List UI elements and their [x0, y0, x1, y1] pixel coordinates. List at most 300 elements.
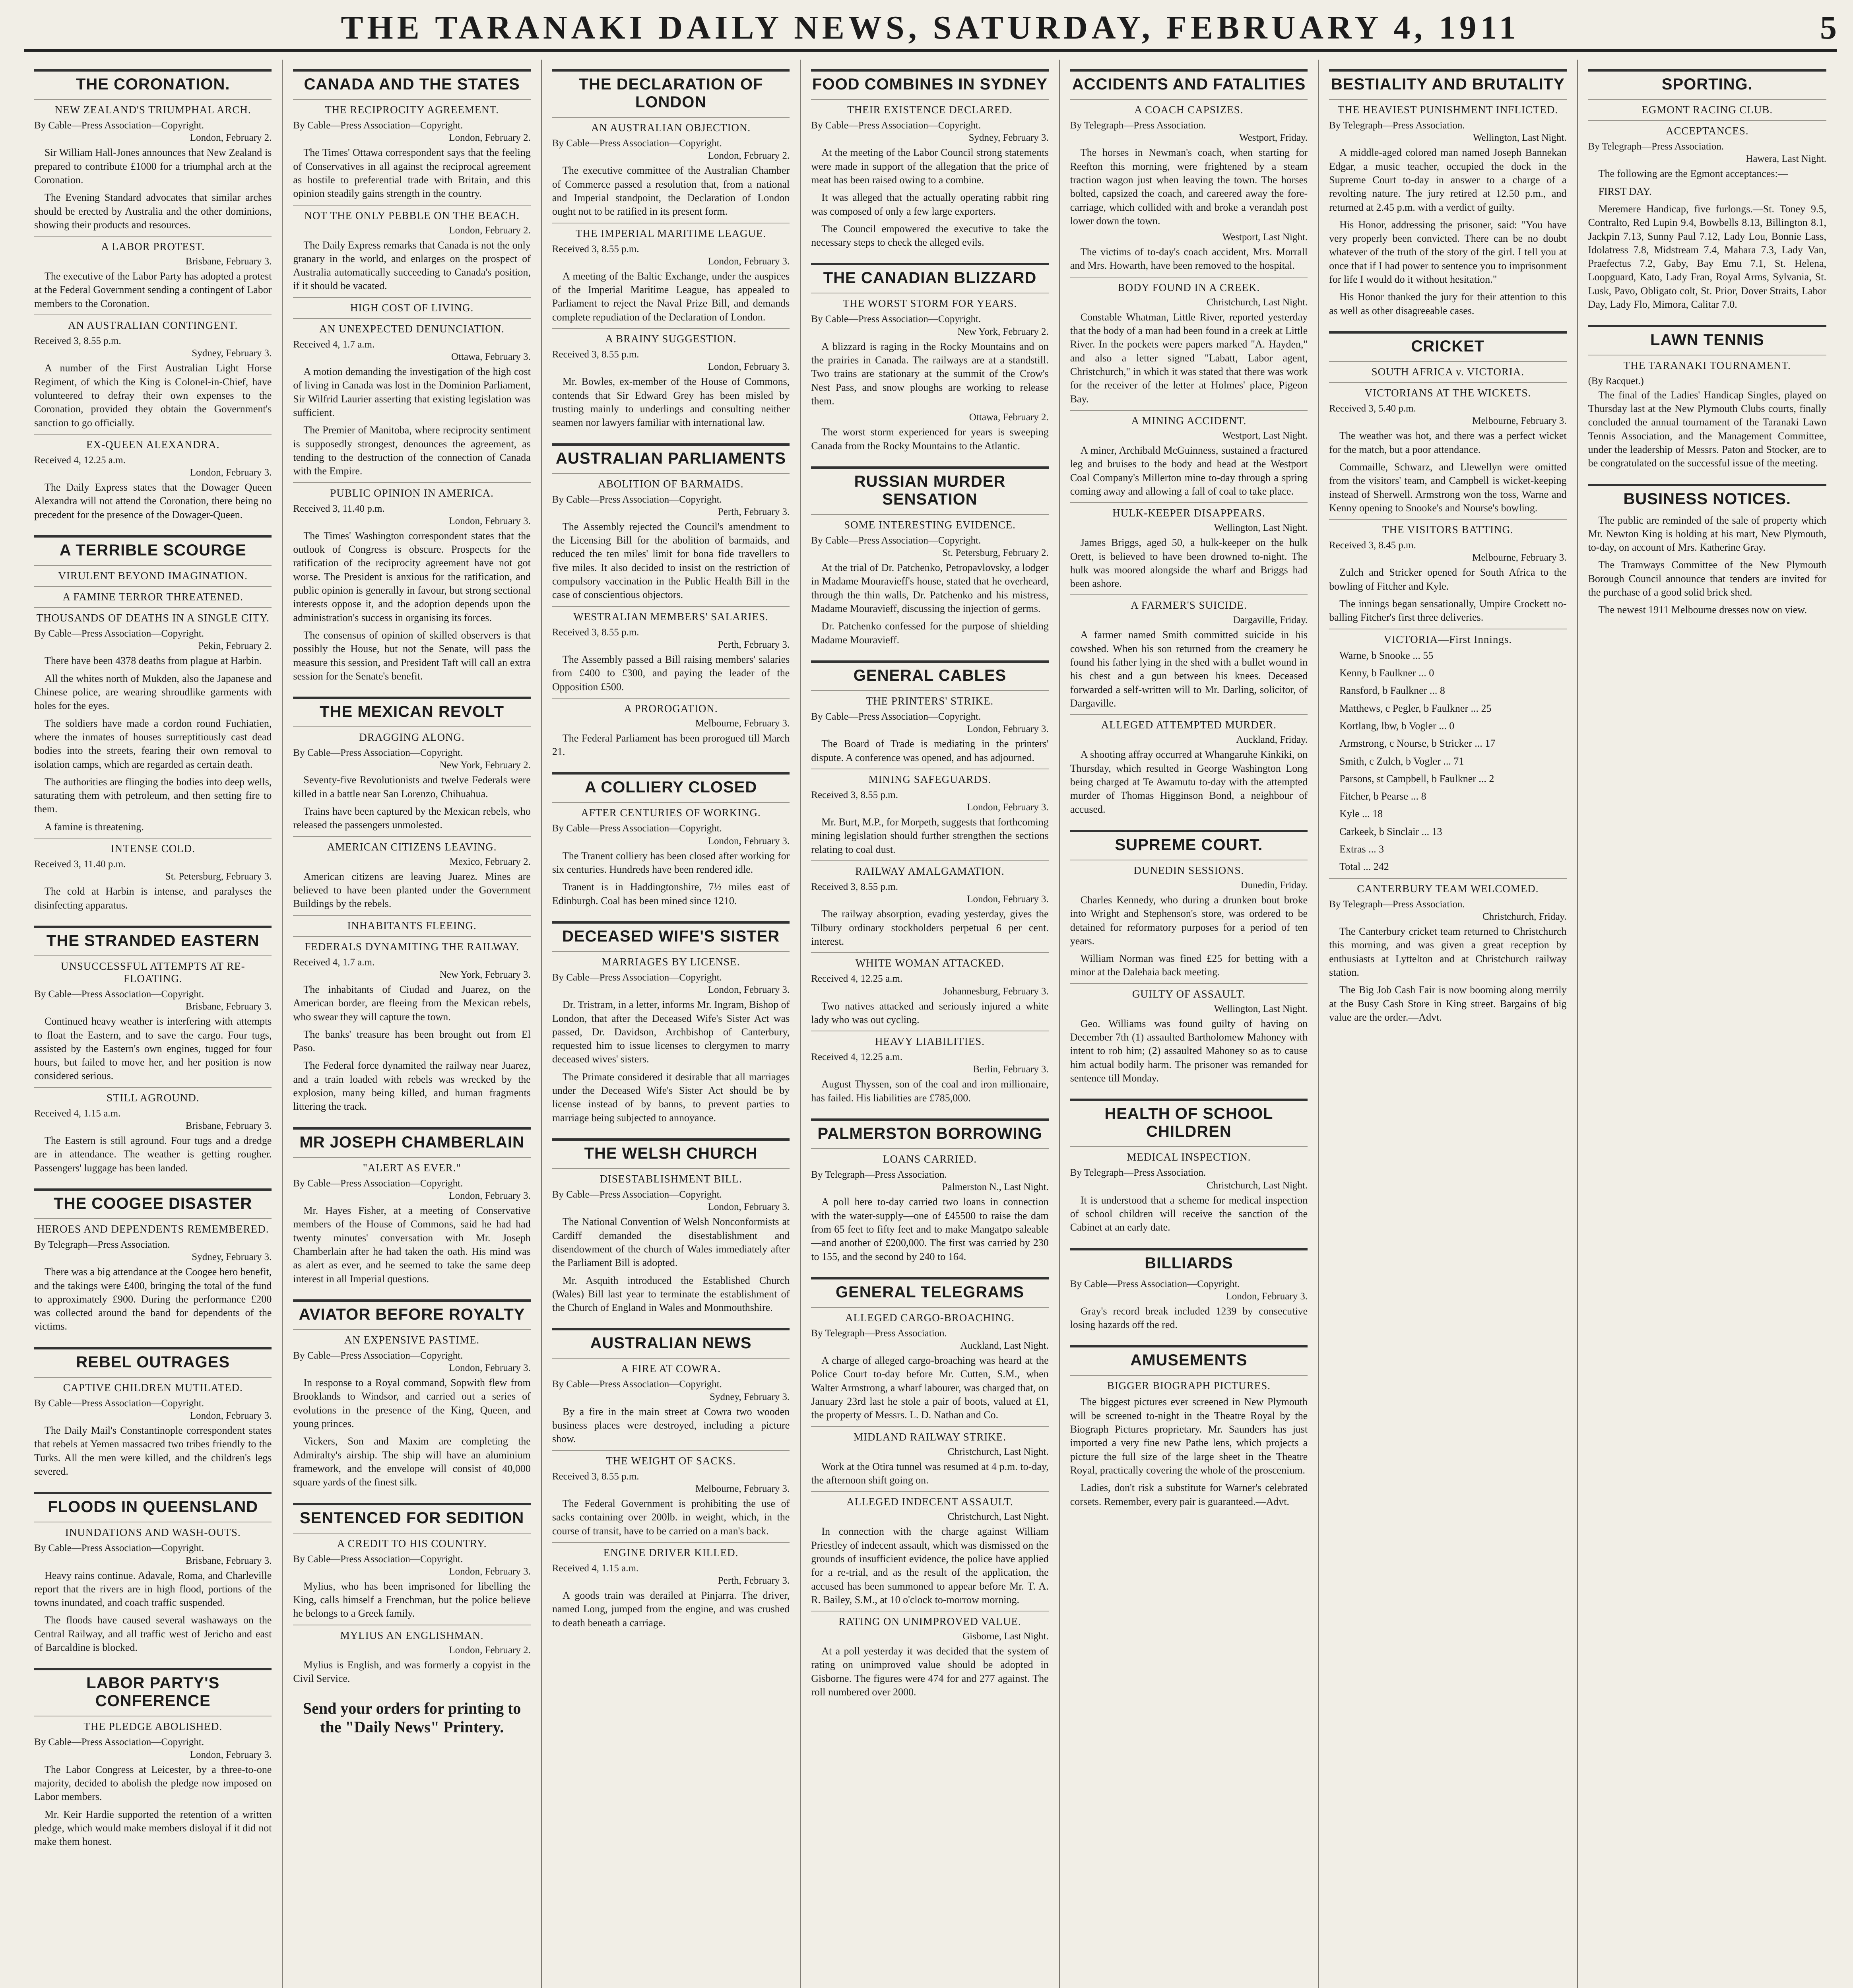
- printing-advert: Send your orders for printing to the "Daily News" Printery.: [303, 1699, 521, 1736]
- paragraph: A middle-aged colored man named Joseph Bannekan Edgar, a music teacher, occupied the dock in the Supreme Court to-day in answer to a charge of a revolting nature. The jury retired at 12.50 p.m., and returned at 2.45 p.m. with a verdict of guilty.: [1329, 147, 1567, 213]
- subheading: SOUTH AFRICA v. VICTORIA.: [1329, 361, 1566, 378]
- paragraph: Mr. Keir Hardie supported the retention of a written pledge, which would make members disloyal if it did not make them honest.: [34, 1808, 272, 1848]
- subheading: WESTRALIAN MEMBERS' SALARIES.: [552, 606, 790, 623]
- article-headline: MR JOSEPH CHAMBERLAIN: [299, 1133, 524, 1151]
- article: [552, 443, 790, 759]
- paragraph: Carkeek, b Sinclair ... 13: [1339, 825, 1442, 837]
- subheading: A FIRE AT COWRA.: [552, 1358, 790, 1375]
- dateline-credit: By Cable—Press Association—Copyright.: [552, 138, 722, 149]
- headline-rule: [552, 772, 790, 775]
- dateline-place: Brisbane, February 3.: [185, 1120, 272, 1131]
- article: [1070, 1345, 1308, 1508]
- article-headline: AVIATOR BEFORE ROYALTY: [299, 1305, 525, 1323]
- dateline-place: Johannesburg, February 3.: [943, 986, 1049, 997]
- column-1: [24, 60, 283, 1988]
- subheading: ACCEPTANCES.: [1588, 120, 1826, 137]
- subheading: A LABOR PROTEST.: [34, 236, 272, 253]
- paragraph: The following are the Egmont acceptances:—: [1598, 168, 1788, 180]
- paragraph: A motion demanding the investigation of the high cost of living in Canada was lost in the Dominion Parliament, Sir Wilfrid Laurier asserting that existing legislation was sufficient.: [293, 366, 531, 418]
- paragraph: A number of the First Australian Light Horse Regiment, of which the King is Colonel-in-Chief, have volunteered to defray their own expenses to the Coronation, provided they obtain the Government's sanction to go officially.: [34, 362, 272, 429]
- article-headline: CRICKET: [1411, 338, 1485, 355]
- paragraph: Geo. Williams was found guilty of having on December 7th (1) assaulted Bartholomew Mahoney with intent to rob him; (2) assaulted Mahoney so as to cause him actual bodily harm. The prisoner was remanded for sentence till Monday.: [1070, 1017, 1308, 1084]
- dateline-credit: By Cable—Press Association—Copyright.: [293, 120, 463, 131]
- article-headline: LAWN TENNIS: [1650, 331, 1764, 349]
- dateline-place: London, February 3.: [967, 894, 1049, 905]
- subheading: ALLEGED CARGO-BROACHING.: [811, 1307, 1048, 1324]
- dateline-place: Westport, Last Night.: [1222, 430, 1308, 441]
- dateline-place: London, February 3.: [967, 802, 1049, 813]
- headline-rule: [34, 69, 272, 72]
- dateline-credit: By Cable—Press Association—Copyright.: [1070, 1278, 1240, 1289]
- article-headline: AMUSEMENTS: [1130, 1351, 1248, 1369]
- article-headline: SENTENCED FOR SEDITION: [300, 1509, 524, 1527]
- headline-rule: [1588, 484, 1826, 486]
- subheading: AN AUSTRALIAN OBJECTION.: [552, 117, 790, 134]
- subheading: ABOLITION OF BARMAIDS.: [552, 473, 790, 490]
- subheading: CANTERBURY TEAM WELCOMED.: [1329, 878, 1566, 895]
- paragraph: Commaille, Schwarz, and Llewellyn were omitted from the visitors' team, and Campbell is wicket-keeping instead of Sherwell. Armstrong won the toss, Warne and Kenny opening to Snooke's and Nourse's bowling.: [1329, 461, 1567, 514]
- column-2: [283, 60, 541, 1988]
- paragraph: The Assembly passed a Bill raising members' salaries from £400 to £300, and paying the leader of the Opposition £500.: [552, 653, 790, 693]
- subheading: NEW ZEALAND'S TRIUMPHAL ARCH.: [34, 99, 272, 116]
- dateline-place: Dunedin, Friday.: [1240, 879, 1308, 891]
- paragraph: There have been 4378 deaths from plague at Harbin.: [45, 655, 262, 667]
- headline-rule: [293, 1503, 530, 1505]
- paragraph: Kyle ... 18: [1339, 808, 1383, 820]
- paragraph: A blizzard is raging in the Rocky Mountains and on the prairies in Canada. The railways are at a standstill. Two trains are stationary at the summit of the Crow's Nest Pass, and snow ploughs are working to release them.: [811, 340, 1049, 407]
- subheading: A MINING ACCIDENT.: [1070, 410, 1308, 427]
- dateline-credit: Received 3, 8.55 p.m.: [552, 243, 639, 254]
- dateline-credit: Received 3, 8.55 p.m.: [34, 336, 121, 347]
- dateline-credit: Received 4, 1.15 a.m.: [552, 1563, 639, 1574]
- paragraph: Mr. Burt, M.P., for Morpeth, suggests that forthcoming mining legislation should further strengthen the sections relating to coal dust.: [811, 816, 1049, 855]
- paragraph: The Federal Parliament has been prorogued till March 21.: [552, 732, 790, 758]
- headline-rule: [34, 1668, 272, 1670]
- subheading: LOANS CARRIED.: [811, 1148, 1048, 1165]
- dateline-place: Perth, February 3.: [718, 639, 790, 650]
- headline-rule: [34, 1188, 272, 1191]
- article: [811, 466, 1048, 647]
- dateline-credit: Received 3, 8.55 p.m.: [552, 349, 639, 360]
- subheading: DUNEDIN SESSIONS.: [1070, 860, 1308, 877]
- subheading: RATING ON UNIMPROVED VALUE.: [811, 1611, 1048, 1628]
- paragraph: The Daily Express states that the Dowager Queen Alexandra will not attend the Coronation, there being no precedent for the presence of the Dowager-Queen.: [34, 481, 272, 520]
- dateline-credit: By Telegraph—Press Association.: [1588, 141, 1724, 152]
- paragraph: The Premier of Manitoba, where reciprocity sentiment is supposedly strongest, denounces the agreement, as tending to the destruction of the connection of Canada with the Empire.: [293, 424, 531, 477]
- paragraph: His Honor, addressing the prisoner, said: "You have very properly been convicted. There can be no doubt whatever of the truth of the story of the girl. I tell you at once that if I had power to sentence you to imprisonment for life I would do it without hesitation.": [1329, 219, 1567, 285]
- headline-rule: [1588, 69, 1826, 72]
- subheading: FEDERALS DYNAMITING THE RAILWAY.: [293, 936, 530, 953]
- paragraph: The railway absorption, evading yesterday, gives the Tilbury ordinary stockholders perpetual 6 per cent. interest.: [811, 908, 1049, 947]
- dateline-credit: By Cable—Press Association—Copyright.: [293, 1553, 463, 1565]
- dateline-place: London, February 2.: [708, 150, 790, 161]
- article: [1329, 331, 1566, 1024]
- article-headline: SPORTING.: [1661, 76, 1753, 93]
- paragraph: Work at the Otira tunnel was resumed at 4 p.m. to-day, the afternoon shift going on.: [811, 1460, 1049, 1486]
- subheading: AFTER CENTURIES OF WORKING.: [552, 802, 790, 819]
- paragraph: A famine is threatening.: [45, 821, 144, 833]
- paragraph: The Daily Express remarks that Canada is not the only granary in the world, and enlarges on the prospect of Australia automatically succeeding to Canada's position, if it should be vacated.: [293, 239, 531, 292]
- article-headline: BESTIALITY AND BRUTALITY: [1331, 76, 1565, 93]
- paragraph: Mr. Asquith introduced the Established Church (Wales) Bill last year to terminate the establishment of the Church of England in Wales and Monmouthshire.: [552, 1274, 790, 1314]
- paragraph: The Board of Trade is mediating in the printers' dispute. A conference was opened, and has adjourned.: [811, 738, 1049, 763]
- headline-rule: [293, 697, 530, 699]
- paragraph: Heavy rains continue. Adavale, Roma, and Charleville report that the rivers are in high flood, portions of the towns inundated, and coach traffic suspended.: [34, 1569, 272, 1609]
- subheading: MINING SAFEGUARDS.: [811, 769, 1048, 786]
- paragraph: His Honor thanked the jury for their attention to this as well as other disagreeable cases.: [1329, 291, 1567, 316]
- headline-rule: [293, 1299, 530, 1302]
- headline-rule: [34, 926, 272, 928]
- dateline-place: Perth, February 3.: [718, 506, 790, 517]
- paragraph: Dr. Patchenko confessed for the purpose of shielding Madame Mouravieff.: [811, 620, 1049, 646]
- subheading: MARRIAGES BY LICENSE.: [552, 951, 790, 968]
- dateline-credit: By Cable—Press Association—Copyright.: [293, 1178, 463, 1189]
- headline-rule: [1070, 1248, 1308, 1250]
- column-7: [1578, 60, 1837, 1988]
- subheading: THE HEAVIEST PUNISHMENT INFLICTED.: [1329, 99, 1566, 116]
- dateline-credit: By Telegraph—Press Association.: [1329, 120, 1465, 131]
- dateline-place: London, February 3.: [1226, 1291, 1308, 1302]
- paragraph: Warne, b Snooke ... 55: [1339, 649, 1434, 661]
- dateline-credit: By Cable—Press Association—Copyright.: [811, 314, 981, 325]
- page-number: 5: [1820, 9, 1837, 46]
- dateline-place: Mexico, February 2.: [449, 856, 531, 867]
- paragraph: American citizens are leaving Juarez. Mines are believed to have been planted under the Government Buildings by the rebels.: [293, 870, 531, 910]
- article-headline: FLOODS IN QUEENSLAND: [48, 1498, 258, 1516]
- subheading: VICTORIANS AT THE WICKETS.: [1329, 382, 1566, 399]
- dateline-credit: By Cable—Press Association—Copyright.: [34, 1543, 204, 1554]
- article: [552, 1138, 790, 1314]
- paragraph: The consensus of opinion of skilled observers is that possibly the House, but not the Senate, will pass the measure this session, and President Taft will call an extra session for the Senate's benefit.: [293, 629, 531, 682]
- article-headline: GENERAL CABLES: [853, 667, 1007, 684]
- dateline-place: Christchurch, Last Night.: [947, 1446, 1049, 1457]
- dateline-place: Christchurch, Friday.: [1482, 911, 1567, 922]
- article: [293, 1503, 530, 1686]
- paragraph: The Times' Washington correspondent states that the outlook of Congress is obscure. Prospects for the ratification of the reciprocity agreement have not got worse. The President is anxious for the ratification, and public opinion is generally in favour, but strong sectional interests oppose it, and the adoption depends upon the administration's success in organising its forces.: [293, 530, 531, 623]
- paragraph: Zulch and Stricker opened for South Africa to the bowling of Fitcher and Kyle.: [1329, 567, 1567, 592]
- subheading: MYLIUS AN ENGLISHMAN.: [293, 1625, 530, 1642]
- subheading: MEDICAL INSPECTION.: [1070, 1146, 1308, 1163]
- subheading: A CREDIT TO HIS COUNTRY.: [293, 1533, 530, 1550]
- article-headline: REBEL OUTRAGES: [76, 1353, 230, 1371]
- paragraph: At the meeting of the Labor Council strong statements were made in support of the allegation that the price of meat has been raised owing to a combine.: [811, 147, 1049, 186]
- dateline-place: Auckland, Friday.: [1236, 734, 1308, 746]
- dateline-place: London, February 3.: [708, 984, 790, 996]
- article-headline: THE DECLARATION OF LONDON: [578, 76, 763, 111]
- article: [1070, 1248, 1308, 1332]
- article-headline: AUSTRALIAN NEWS: [590, 1334, 752, 1352]
- dateline-place: London, February 2.: [190, 132, 272, 144]
- subheading: A PROROGATION.: [552, 698, 790, 715]
- dateline-credit: By Cable—Press Association—Copyright.: [34, 1398, 204, 1409]
- article: [552, 921, 790, 1125]
- headline-rule: [811, 1277, 1048, 1279]
- paragraph: The soldiers have made a cordon round Fuchiatien, where the inmates of houses surreptitiously cast dead bodies into the streets, fearing their own removal to isolation camps, which are regarded as certain death.: [34, 717, 272, 770]
- paragraph: The Federal force dynamited the railway near Juarez, and a train loaded with rebels was wrecked by the explosion, many being killed, and human fragments littering the track.: [293, 1060, 531, 1112]
- dateline-place: London, February 3.: [708, 361, 790, 373]
- paragraph: The Times' Ottawa correspondent says that the feeling of Conservatives in all against the reciprocal agreement as hostile to preferential trade with Britain, and this opinion steadily gains strength in the country.: [293, 147, 531, 200]
- article-headline: ACCIDENTS AND FATALITIES: [1072, 76, 1306, 93]
- subheading: HEAVY LIABILITIES.: [811, 1031, 1048, 1048]
- paragraph: The weather was hot, and there was a perfect wicket for the match, but a poor attendance.: [1329, 430, 1567, 455]
- headline-rule: [811, 69, 1048, 72]
- headline-rule: [552, 921, 790, 924]
- headline-rule: [811, 263, 1048, 265]
- dateline-place: Brisbane, February 3.: [185, 1001, 272, 1012]
- article-headline: CANADA AND THE STATES: [304, 76, 520, 93]
- dateline-credit: By Cable—Press Association—Copyright.: [552, 823, 722, 834]
- subheading: GUILTY OF ASSAULT.: [1070, 983, 1308, 1000]
- paragraph: William Norman was fined £25 for betting with a minor at the Dalehaia back meeting.: [1070, 953, 1308, 978]
- subheading: "ALERT AS EVER.": [293, 1157, 530, 1174]
- article: [34, 535, 272, 912]
- article: [34, 1668, 272, 1848]
- column-6: [1319, 60, 1577, 1988]
- dateline-place: Melbourne, February 3.: [695, 718, 790, 729]
- dateline-place: London, February 3.: [449, 1566, 531, 1577]
- dateline-place: New York, February 2.: [439, 760, 531, 771]
- paragraph: The newest 1911 Melbourne dresses now on view.: [1598, 604, 1807, 616]
- paragraph: The National Convention of Welsh Nonconformists at Cardiff demanded the disestablishment and disendowment of the church of Wales immediately after the Parliament Bill is adopted.: [552, 1216, 790, 1269]
- dateline-credit: By Cable—Press Association—Copyright.: [552, 1189, 722, 1200]
- dateline-credit: Received 4, 12.25 a.m.: [34, 454, 126, 466]
- paragraph: Tranent is in Haddingtonshire, 7½ miles east of Edinburgh. Coal has been mined since 1210.: [552, 881, 790, 907]
- paragraph: The banks' treasure has been brought out from El Paso.: [293, 1028, 531, 1054]
- subheading: THEIR EXISTENCE DECLARED.: [811, 99, 1048, 116]
- dateline-credit: Received 4, 12.25 a.m.: [811, 1052, 903, 1063]
- paragraph: The executive of the Labor Party has adopted a protest at the Federal Government sending a contingent of Labor members to the Coronation.: [34, 270, 272, 309]
- subheading: STILL AGROUND.: [34, 1087, 272, 1104]
- subheading: AN EXPENSIVE PASTIME.: [293, 1329, 530, 1346]
- paragraph: The Eastern is still aground. Four tugs and a dredge are in attendance. The weather is getting rougher. Passengers' luggage has been landed.: [34, 1135, 272, 1174]
- subheading: EX-QUEEN ALEXANDRA.: [34, 434, 272, 451]
- subheading: CAPTIVE CHILDREN MUTILATED.: [34, 1377, 272, 1394]
- dateline-place: Ottawa, February 3.: [451, 351, 531, 362]
- dateline-place: London, February 2.: [449, 1644, 531, 1656]
- paragraph: All the whites north of Mukden, also the Japanese and Chinese police, are wearing shroudlike garments with holes for the eyes.: [34, 672, 272, 712]
- subheading: THE PRINTERS' STRIKE.: [811, 690, 1048, 707]
- dateline-place: London, February 3.: [708, 256, 790, 267]
- article-headline: PALMERSTON BORROWING: [817, 1125, 1042, 1142]
- paragraph: The Primate considered it desirable that all marriages under the Deceased Wife's Sister Act should be by license instead of by banns, to prevent parties to marriage being subjected to annoyance.: [552, 1071, 790, 1124]
- paragraph: Extras ... 3: [1339, 843, 1384, 855]
- paragraph: At the trial of Dr. Patchenko, Petropavlovsky, a lodger in Madame Mouravieff's house, stated that he overheard, through the thin walls, Dr. Patchenko and his mistress, Madame Mouravieff, discussing the injection of germs.: [811, 562, 1049, 615]
- paragraph: In connection with the charge against William Priestley of indecent assault, which was dismissed on the grounds of insufficient evidence, the police have applied for a re-trial, and as the result of the application, the accused has been summoned to appear before Mr. T. A. R. Bailey, S.M., at 10 o'clock to-morrow morning.: [811, 1526, 1049, 1606]
- subheading: THE TARANAKI TOURNAMENT.: [1588, 355, 1826, 372]
- dateline-credit: Received 3, 8.55 p.m.: [811, 881, 898, 893]
- article-headline: THE CANADIAN BLIZZARD: [823, 269, 1037, 287]
- dateline-place: Gisborne, Last Night.: [962, 1631, 1049, 1642]
- paragraph: Vickers, Son and Maxim are completing the Admiralty's airship. The ship will have an aluminium framework, and the envelope will consist of 40,000 square yards of the finest silk.: [293, 1435, 531, 1488]
- article-headline: AUSTRALIAN PARLIAMENTS: [556, 449, 786, 467]
- subheading: DISESTABLISHMENT BILL.: [552, 1168, 790, 1185]
- dateline-place: Melbourne, February 3.: [1472, 552, 1567, 563]
- paragraph: Matthews, c Pegler, b Faulkner ... 25: [1339, 702, 1492, 714]
- headline-rule: [811, 466, 1048, 469]
- article-headline: FOOD COMBINES IN SYDNEY: [812, 76, 1048, 93]
- article-headline: BUSINESS NOTICES.: [1623, 490, 1791, 508]
- paragraph: The Evening Standard advocates that similar arches should be erected by Australia and the other dominions, showing their products and resources.: [34, 192, 272, 231]
- article-headline: THE COOGEE DISASTER: [54, 1194, 252, 1212]
- dateline-credit: Received 4, 1.15 a.m.: [34, 1108, 121, 1119]
- article: [34, 69, 272, 522]
- dateline-credit: By Cable—Press Association—Copyright.: [552, 494, 722, 505]
- paragraph: The public are reminded of the sale of property which Mr. Newton King is holding at his mart, New Plymouth, to-day, on account of Mrs. Katherine Gray.: [1588, 514, 1826, 553]
- paragraph: The biggest pictures ever screened in New Plymouth will be screened to-night in the Theatre Royal by the Biograph Pictures proprietary. Mr. Saunders has just imported a very fine new Pathe lens, which projects a picture the full size of the large sheet in the Theatre Royal, practically covering the whole of the proscenium.: [1070, 1396, 1308, 1476]
- paragraph: It is understood that a scheme for medical inspection of school children will receive the sanction of the Cabinet at an early date.: [1070, 1194, 1308, 1233]
- dateline-credit: Received 3, 8.55 p.m.: [552, 627, 639, 638]
- paragraph: The Tramways Committee of the New Plymouth Borough Council announce that tenders are invited for the purchase of a good solid brick shed.: [1588, 559, 1826, 598]
- paragraph: The Assembly rejected the Council's amendment to the Licensing Bill for the abolition of barmaids, and reduced the ten miles' limit for bona fide travellers to five miles. It also decided to insist on the restriction of compulsory vaccination in the Public Health Bill in the case of conscientious objectors.: [552, 520, 790, 601]
- article-headline: RUSSIAN MURDER SENSATION: [854, 472, 1006, 508]
- paragraph: August Thyssen, son of the coal and iron millionaire, has failed. His liabilities are £785,000.: [811, 1078, 1049, 1104]
- subheading: BODY FOUND IN A CREEK.: [1070, 277, 1308, 294]
- paragraph: At a poll yesterday it was decided that the system of rating on unimproved value should be adopted in Gisborne. The figures were 474 for and 277 against. The roll numbered over 2000.: [811, 1645, 1049, 1698]
- subheading: RAILWAY AMALGAMATION.: [811, 860, 1048, 878]
- column-4: [801, 60, 1059, 1988]
- paragraph: The authorities are flinging the bodies into deep wells, saturating them with petroleum, and then setting fire to them.: [34, 776, 272, 815]
- subheading: BIGGER BIOGRAPH PICTURES.: [1070, 1375, 1308, 1392]
- subheading: AN UNEXPECTED DENUNCIATION.: [293, 318, 530, 335]
- paragraph: Meremere Handicap, five furlongs.—St. Toney 9.5, Contralto, Red Lupin 9.4, Bowbells 8.13, Billington 8.1, Jackpin 7.13, Sunny Paul 7.12, Lady Lou, Bonnie Lass, Idolatress 7.8, Midstream 7.4, Mahara 7.3, Lady Van, Praefectus 7.2, Gaby, Bay Emu 7.1, St. Helena, Loopguard, Kato, Lady Fran, Royal Arms, Sylvania, St. Lusk, Pavo, Obligato colt, St. Prior, Dover Straits, Labor Day, Lady Flo, Mimora, Calitar 7.0.: [1588, 203, 1826, 311]
- paragraph: A miner, Archibald McGuinness, sustained a fractured leg and bruises to the body and head at the Westport Coal Company's Millerton mine to-day through a spring coming away and allowing a fall of coal to take place.: [1070, 444, 1308, 497]
- column-5: [1060, 60, 1319, 1988]
- dateline-place: London, February 3.: [708, 835, 790, 846]
- subheading: A COACH CAPSIZES.: [1070, 99, 1308, 116]
- article-headline: GENERAL TELEGRAMS: [835, 1283, 1024, 1301]
- dateline-place: Melbourne, February 3.: [695, 1483, 790, 1494]
- headline-rule: [1070, 1099, 1308, 1101]
- subheading: THE RECIPROCITY AGREEMENT.: [293, 99, 530, 116]
- dateline-credit: By Telegraph—Press Association.: [34, 1239, 170, 1250]
- paragraph: Total ... 242: [1339, 861, 1389, 873]
- article: [293, 697, 530, 1114]
- subheading: ALLEGED ATTEMPTED MURDER.: [1070, 714, 1308, 731]
- headline-rule: [34, 1347, 272, 1349]
- paragraph: James Briggs, aged 50, a hulk-keeper on the hulk Orett, is believed to have been drowned to-night. The hulk was moored alongside the wharf and Briggs had been ashore.: [1070, 537, 1308, 590]
- dateline-place: Westport, Friday.: [1239, 132, 1308, 144]
- dateline-credit: By Telegraph—Press Association.: [811, 1169, 947, 1180]
- dateline-credit: By Cable—Press Association—Copyright.: [552, 972, 722, 983]
- article: [34, 1347, 272, 1479]
- dateline-place: New York, February 3.: [439, 969, 531, 980]
- paragraph: A farmer named Smith committed suicide in his cowshed. When his son returned from the creamery he found his father lying in the shed with a bullet wound in his chest and a gun between his knees. Deceased forwarded a self-written will to Mr. Darling, solicitor, of Dargaville.: [1070, 629, 1308, 709]
- paragraph: The Tranent colliery has been closed after working for six centuries. Hundreds have been rendered idle.: [552, 850, 790, 875]
- article-headline: BILLIARDS: [1145, 1254, 1233, 1272]
- columns-grid: [24, 60, 1837, 1988]
- subheading: DRAGGING ALONG.: [293, 726, 530, 744]
- paragraph: The inhabitants of Ciudad and Juarez, on the American border, are fleeing from the Mexican rebels, who swear they will capture the town.: [293, 983, 531, 1023]
- article: [1070, 1099, 1308, 1234]
- paragraph: It was alleged that the actually operating rabbit ring was composed of only a few large exporters.: [811, 192, 1049, 217]
- dateline-place: Berlin, February 3.: [973, 1064, 1049, 1075]
- article: [293, 1299, 530, 1489]
- subheading: UNSUCCESSFUL ATTEMPTS AT RE-FLOATING.: [34, 955, 272, 985]
- article-headline: A TERRIBLE SCOURGE: [59, 542, 246, 559]
- subheading: HEROES AND DEPENDENTS REMEMBERED.: [34, 1218, 272, 1235]
- headline-rule: [1070, 1345, 1308, 1347]
- article: [34, 1188, 272, 1334]
- article-headline: THE CORONATION.: [76, 76, 230, 93]
- dateline-place: London, February 3.: [967, 724, 1049, 735]
- article-headline: LABOR PARTY'S CONFERENCE: [86, 1674, 220, 1710]
- dateline-credit: By Cable—Press Association—Copyright.: [811, 535, 981, 546]
- dateline-place: Melbourne, February 3.: [1472, 415, 1567, 427]
- subheading: NOT THE ONLY PEBBLE ON THE BEACH.: [293, 205, 530, 222]
- paragraph: Mr. Hayes Fisher, at a meeting of Conservative members of the House of Commons, said he had had twenty minutes' conversation with Mr. Joseph Chamberlain after he had taken the oath. His mind was as alert as ever, and he seemed to take the same deep interest in all Imperial questions.: [293, 1204, 531, 1285]
- subheading: VICTORIA—First Innings.: [1329, 629, 1566, 646]
- dateline-place: Christchurch, Last Night.: [1207, 1180, 1308, 1191]
- dateline-place: London, February 3.: [449, 515, 531, 526]
- headline-rule: [34, 535, 272, 538]
- article: [293, 1127, 530, 1286]
- paragraph: The Federal Government is prohibiting the use of sacks containing over 200lb. in weight, which, in the course of transit, have to be carried on a man's back.: [552, 1497, 790, 1537]
- article: [811, 1277, 1048, 1699]
- dateline-place: London, February 3.: [449, 1363, 531, 1374]
- headline-rule: [552, 443, 790, 446]
- paragraph: A goods train was derailed at Pinjarra. The driver, named Long, jumped from the engine, and was crushed to death beneath a carriage.: [552, 1590, 790, 1629]
- dateline-place: London, February 3.: [190, 1410, 272, 1421]
- subheading: THOUSANDS OF DEATHS IN A SINGLE CITY.: [34, 607, 272, 624]
- dateline-place: Westport, Last Night.: [1222, 232, 1308, 243]
- subheading: INUNDATIONS AND WASH-OUTS.: [34, 1522, 272, 1539]
- paragraph: A meeting of the Baltic Exchange, under the auspices of the Imperial Maritime League, has appealed to Parliament to reject the Naval Prize Bill, and demands complete repudiation of the Declaration of London.: [552, 270, 790, 323]
- dateline-credit: By Cable—Press Association—Copyright.: [34, 988, 204, 1000]
- headline-rule: [293, 1127, 530, 1130]
- dateline-place: St. Petersburg, February 3.: [165, 871, 272, 882]
- subheading: VIRULENT BEYOND IMAGINATION.: [34, 565, 272, 582]
- headline-rule: [552, 69, 790, 72]
- headline-rule: [1070, 69, 1308, 72]
- paragraph: Gray's record break included 1239 by consecutive losing hazards off the red.: [1070, 1305, 1308, 1331]
- paragraph: Two natives attacked and seriously injured a white lady who was out cycling.: [811, 1000, 1049, 1025]
- subheading: AN AUSTRALIAN CONTINGENT.: [34, 315, 272, 332]
- paragraph: Continued heavy weather is interfering with attempts to float the Eastern, and to save the cargo. Four tugs, assisted by the Eastern's own engines, tugged for four hours, but failed to move her, and her position is now considered serious.: [34, 1015, 272, 1082]
- dateline-credit: By Telegraph—Press Association.: [1070, 1167, 1206, 1178]
- headline-rule: [1329, 331, 1566, 334]
- subheading: INTENSE COLD.: [34, 838, 272, 855]
- paragraph: Smith, c Zulch, b Vogler ... 71: [1339, 755, 1464, 767]
- headline-rule: [34, 1492, 272, 1494]
- headline-rule: [552, 1138, 790, 1141]
- paragraph: Sir William Hall-Jones announces that New Zealand is prepared to contribute £1000 for a triumphal arch at the Coronation.: [34, 147, 272, 186]
- dateline-place: Sydney, February 3.: [192, 348, 272, 359]
- article: [1588, 69, 1826, 311]
- paragraph: The victims of to-day's coach accident, Mrs. Morrall and Mrs. Howarth, have been removed to the hospital.: [1070, 246, 1308, 272]
- paragraph: The executive committee of the Australian Chamber of Commerce passed a resolution that, from a national and Imperial standpoint, the Declaration of London ought not to be ratified in its present form.: [552, 165, 790, 217]
- dateline-credit: By Telegraph—Press Association.: [1329, 899, 1465, 910]
- dateline-credit: Received 3, 5.40 p.m.: [1329, 403, 1416, 414]
- dateline-credit: By Cable—Press Association—Copyright.: [811, 711, 981, 722]
- dateline-place: Wellington, Last Night.: [1214, 522, 1308, 534]
- article: [293, 69, 530, 683]
- dateline-place: London, February 2.: [449, 132, 531, 144]
- article-headline: DECEASED WIFE'S SISTER: [562, 927, 780, 945]
- subheading: A FARMER'S SUICIDE.: [1070, 594, 1308, 612]
- dateline-credit: By Cable—Press Association—Copyright.: [293, 747, 463, 759]
- dateline-place: Christchurch, Last Night.: [1207, 297, 1308, 308]
- paragraph: Seventy-five Revolutionists and twelve Federals were killed in a battle near San Lorenzo, Chihuahua.: [293, 774, 531, 800]
- subheading: THE VISITORS BATTING.: [1329, 519, 1566, 536]
- headline-rule: [811, 660, 1048, 663]
- article: [1588, 325, 1826, 470]
- dateline-credit: By Telegraph—Press Association.: [811, 1328, 947, 1339]
- dateline-place: Sydney, February 3.: [192, 1252, 272, 1263]
- dateline-place: London, February 3.: [708, 1202, 790, 1213]
- dateline-credit: Received 3, 8.55 p.m.: [811, 789, 898, 800]
- article: [1070, 830, 1308, 1085]
- paragraph: The Labor Congress at Leicester, by a three-to-one majority, decided to abolish the pledge now imposed on Labor members.: [34, 1763, 272, 1803]
